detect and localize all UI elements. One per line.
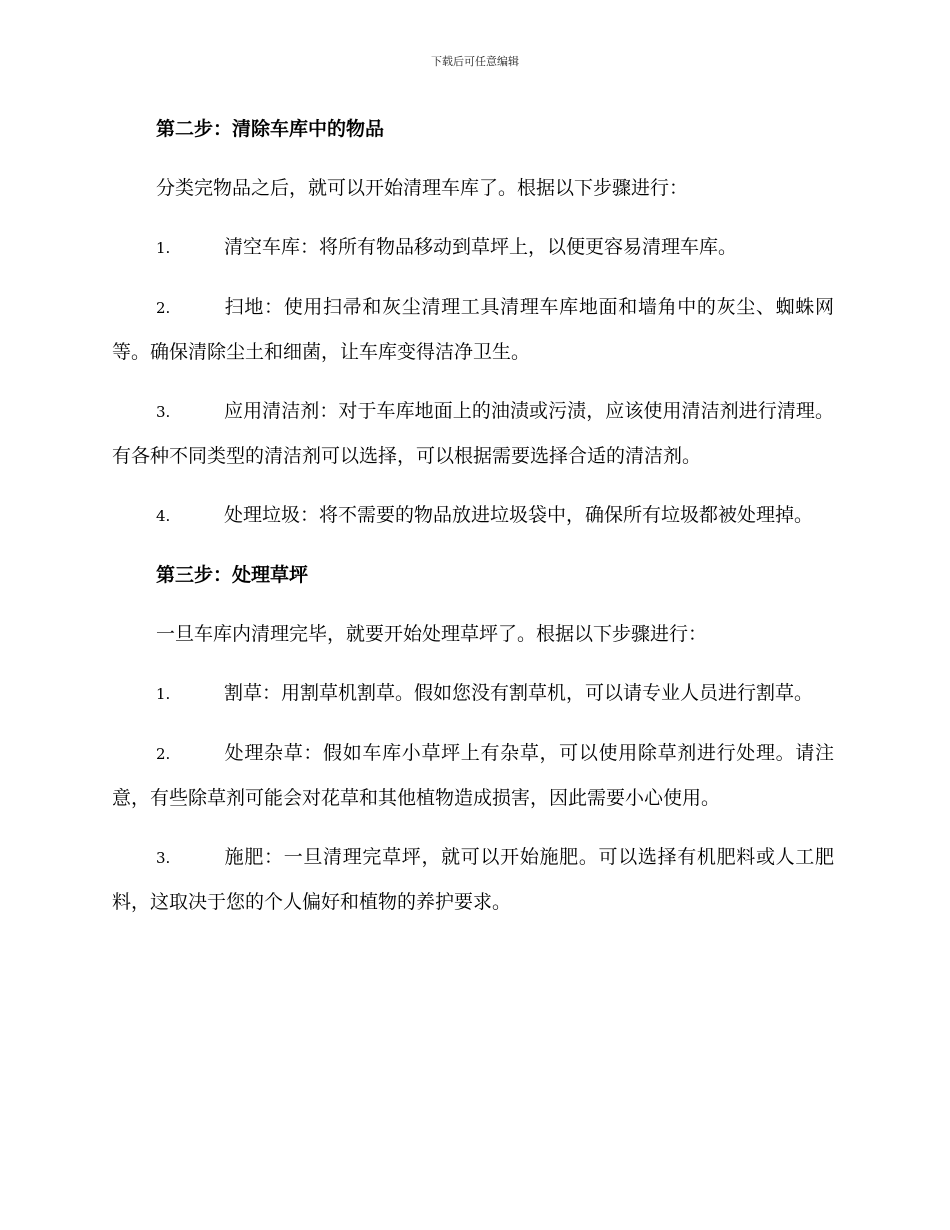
list-item-number: 1. bbox=[156, 239, 171, 257]
document-body bbox=[112, 107, 834, 939]
section-intro-step-3: 一旦车库内清理完毕，就要开始处理草坪了。根据以下步骤进行： bbox=[156, 623, 708, 645]
list-item bbox=[112, 493, 834, 538]
list-item-number: 3. bbox=[156, 849, 171, 867]
list-item bbox=[112, 731, 834, 820]
list-item bbox=[112, 389, 834, 478]
list-item-text: 施肥：一旦清理完草坪，就可以开始施肥。可以选择有机肥料或人工肥料，这取决于您的个人偏好和植物的养护要求。 bbox=[112, 846, 834, 913]
list-item-text: 处理杂草：假如车库小草坪上有杂草，可以使用除草剂进行处理。请注意，有些除草剂可能会对花草和其他植物造成损害，因此需要小心使用。 bbox=[112, 742, 834, 809]
section-intro-step-2: 分类完物品之后，就可以开始清理车库了。根据以下步骤进行： bbox=[156, 177, 689, 199]
list-item-text: 清空车库：将所有物品移动到草坪上，以便更容易清理车库。 bbox=[224, 236, 738, 258]
list-item-number: 1. bbox=[156, 685, 171, 703]
list-item-number: 2. bbox=[156, 299, 171, 317]
list-item bbox=[112, 225, 834, 270]
section-heading-step-3: 第三步：处理草坪 bbox=[156, 564, 309, 586]
section-heading-step-2: 第二步：清除车库中的物品 bbox=[156, 118, 385, 140]
list-item-number: 2. bbox=[156, 745, 171, 763]
list-item-number: 4. bbox=[156, 507, 171, 525]
list-item bbox=[112, 285, 834, 374]
list-item-text: 处理垃圾：将不需要的物品放进垃圾袋中，确保所有垃圾都被处理掉。 bbox=[224, 504, 814, 526]
list-item-text: 扫地：使用扫帚和灰尘清理工具清理车库地面和墙角中的灰尘、蜘蛛网等。确保清除尘土和细菌，让车库变得洁净卫生。 bbox=[112, 296, 834, 363]
list-item-number: 3. bbox=[156, 403, 171, 421]
list-item bbox=[112, 835, 834, 924]
list-item bbox=[112, 671, 834, 716]
header-note: 下载后可任意编辑 bbox=[431, 55, 519, 68]
list-item-text: 割草：用割草机割草。假如您没有割草机，可以请专业人员进行割草。 bbox=[224, 682, 814, 704]
list-item-text: 应用清洁剂：对于车库地面上的油渍或污渍，应该使用清洁剂进行清理。有各种不同类型的清洁剂可以选择，可以根据需要选择合适的清洁剂。 bbox=[112, 400, 834, 467]
